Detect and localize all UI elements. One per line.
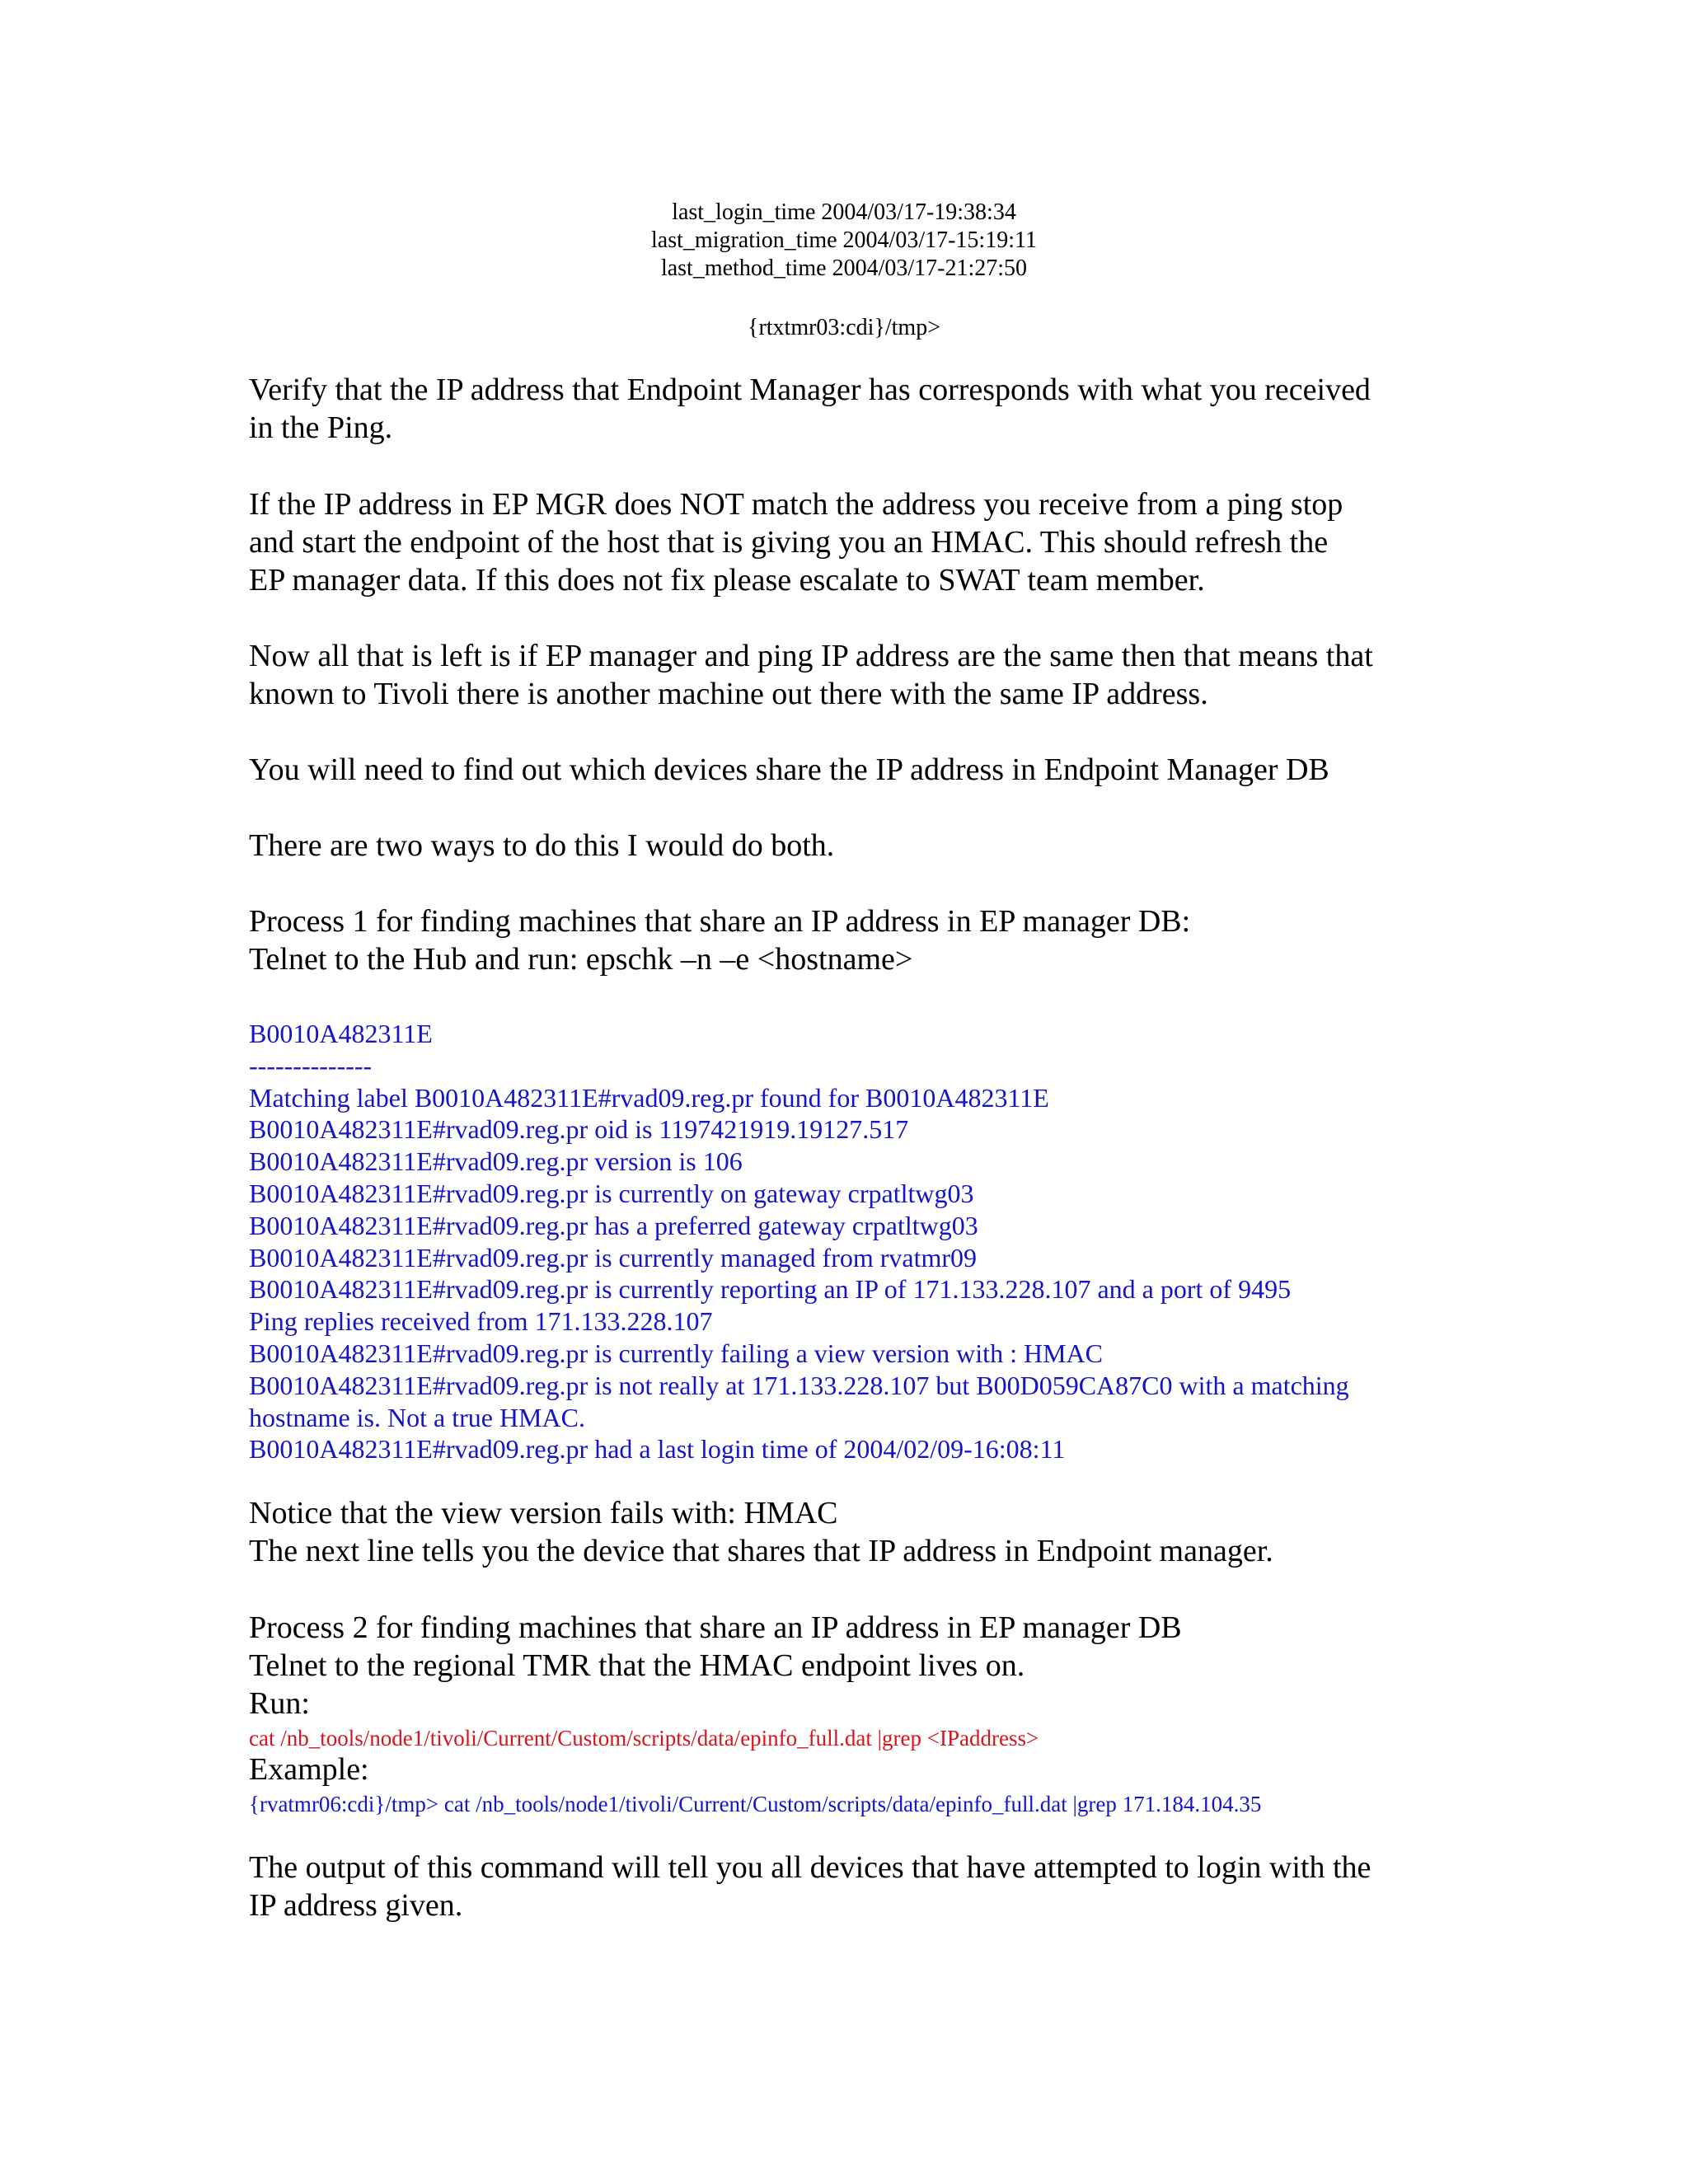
output-line: B0010A482311E#rvad09.reg.pr oid is 1197421919.19127.517 (249, 1114, 909, 1145)
paragraph-mismatch: If the IP address in EP MGR does NOT match the address you receive from a ping stop and start the endpoint of the host that is giving you an HMAC. This should refresh the EP manager data. If this does not fix please escalate to SWAT team member. (249, 487, 1343, 598)
output-line: B0010A482311E#rvad09.reg.pr is currently managed from rvatmr09 (249, 1242, 978, 1272)
header-prompt: {rtxtmr03:cdi}/tmp> (748, 315, 940, 340)
output-line: B0010A482311E#rvad09.reg.pr version is 106 (249, 1146, 743, 1177)
paragraph-process-2: Process 2 for finding machines that share an IP address in EP manager DB Telnet to the regional TMR that the HMAC endpoint lives on. Run: (249, 1610, 1182, 1721)
epschk-output (249, 1018, 1485, 1465)
example-command: {rvatmr06:cdi}/tmp> cat /nb_tools/node1/tivoli/Current/Custom/scripts/data/epinfo_full.dat |grep 171.184.104.35 (249, 1792, 1262, 1816)
output-line: B0010A482311E (249, 1019, 433, 1048)
paragraph-same-ip: Now all that is left is if EP manager and ping IP address are the same then that means that known to Tivoli there is another machine out there with the same IP address. (249, 639, 1373, 711)
example-label: Example: (249, 1752, 369, 1787)
header-line: last_login_time 2004/03/17-19:38:34 (672, 199, 1016, 225)
output-line: B0010A482311E#rvad09.reg.pr is currently failing a view version with : HMAC (249, 1338, 1103, 1368)
paragraph-two-ways: There are two ways to do this I would do both. (249, 828, 835, 863)
output-line: -------------- (249, 1050, 373, 1080)
run-command: cat /nb_tools/node1/tivoli/Current/Custom/scripts/data/epinfo_full.dat |grep <IPaddress> (249, 1726, 1039, 1750)
paragraph-notice: Notice that the view version fails with: HMAC The next line tells you the device that shares that IP address in Endpoint manager. (249, 1496, 1273, 1568)
output-line: Matching label B0010A482311E#rvad09.reg.pr found for B0010A482311E (249, 1082, 1049, 1113)
output-line: B0010A482311E#rvad09.reg.pr is currently reporting an IP of 171.133.228.107 and a port of 9495 (249, 1274, 1292, 1305)
output-line: B0010A482311E#rvad09.reg.pr had a last login time of 2004/02/09-16:08:11 (249, 1434, 1066, 1465)
output-line: hostname is. Not a true HMAC. (249, 1402, 585, 1432)
header-line: last_method_time 2004/03/17-21:27:50 (660, 255, 1028, 281)
paragraph-verify-ip: Verify that the IP address that Endpoint Manager has corresponds with what you received in the Ping. (249, 373, 1371, 445)
output-line: B0010A482311E#rvad09.reg.pr has a preferred gateway crpatltwg03 (249, 1210, 978, 1240)
output-line: Ping replies received from 171.133.228.107 (249, 1306, 713, 1337)
output-line: B0010A482311E#rvad09.reg.pr is not really at 171.133.228.107 but B00D059CA87C0 with a matching (249, 1370, 1349, 1400)
paragraph-closing: The output of this command will tell you all devices that have attempted to login with the IP address given. (249, 1850, 1372, 1923)
header-timestamps (0, 199, 1688, 283)
paragraph-find-devices: You will need to find out which devices share the IP address in Endpoint Manager DB (249, 752, 1329, 787)
paragraph-process-1: Process 1 for finding machines that share an IP address in EP manager DB: Telnet to the Hub and run: epschk –n –e <hostname> (249, 904, 1191, 977)
output-line: B0010A482311E#rvad09.reg.pr is currently on gateway crpatltwg03 (249, 1178, 974, 1208)
header-line: last_migration_time 2004/03/17-15:19:11 (651, 227, 1037, 253)
